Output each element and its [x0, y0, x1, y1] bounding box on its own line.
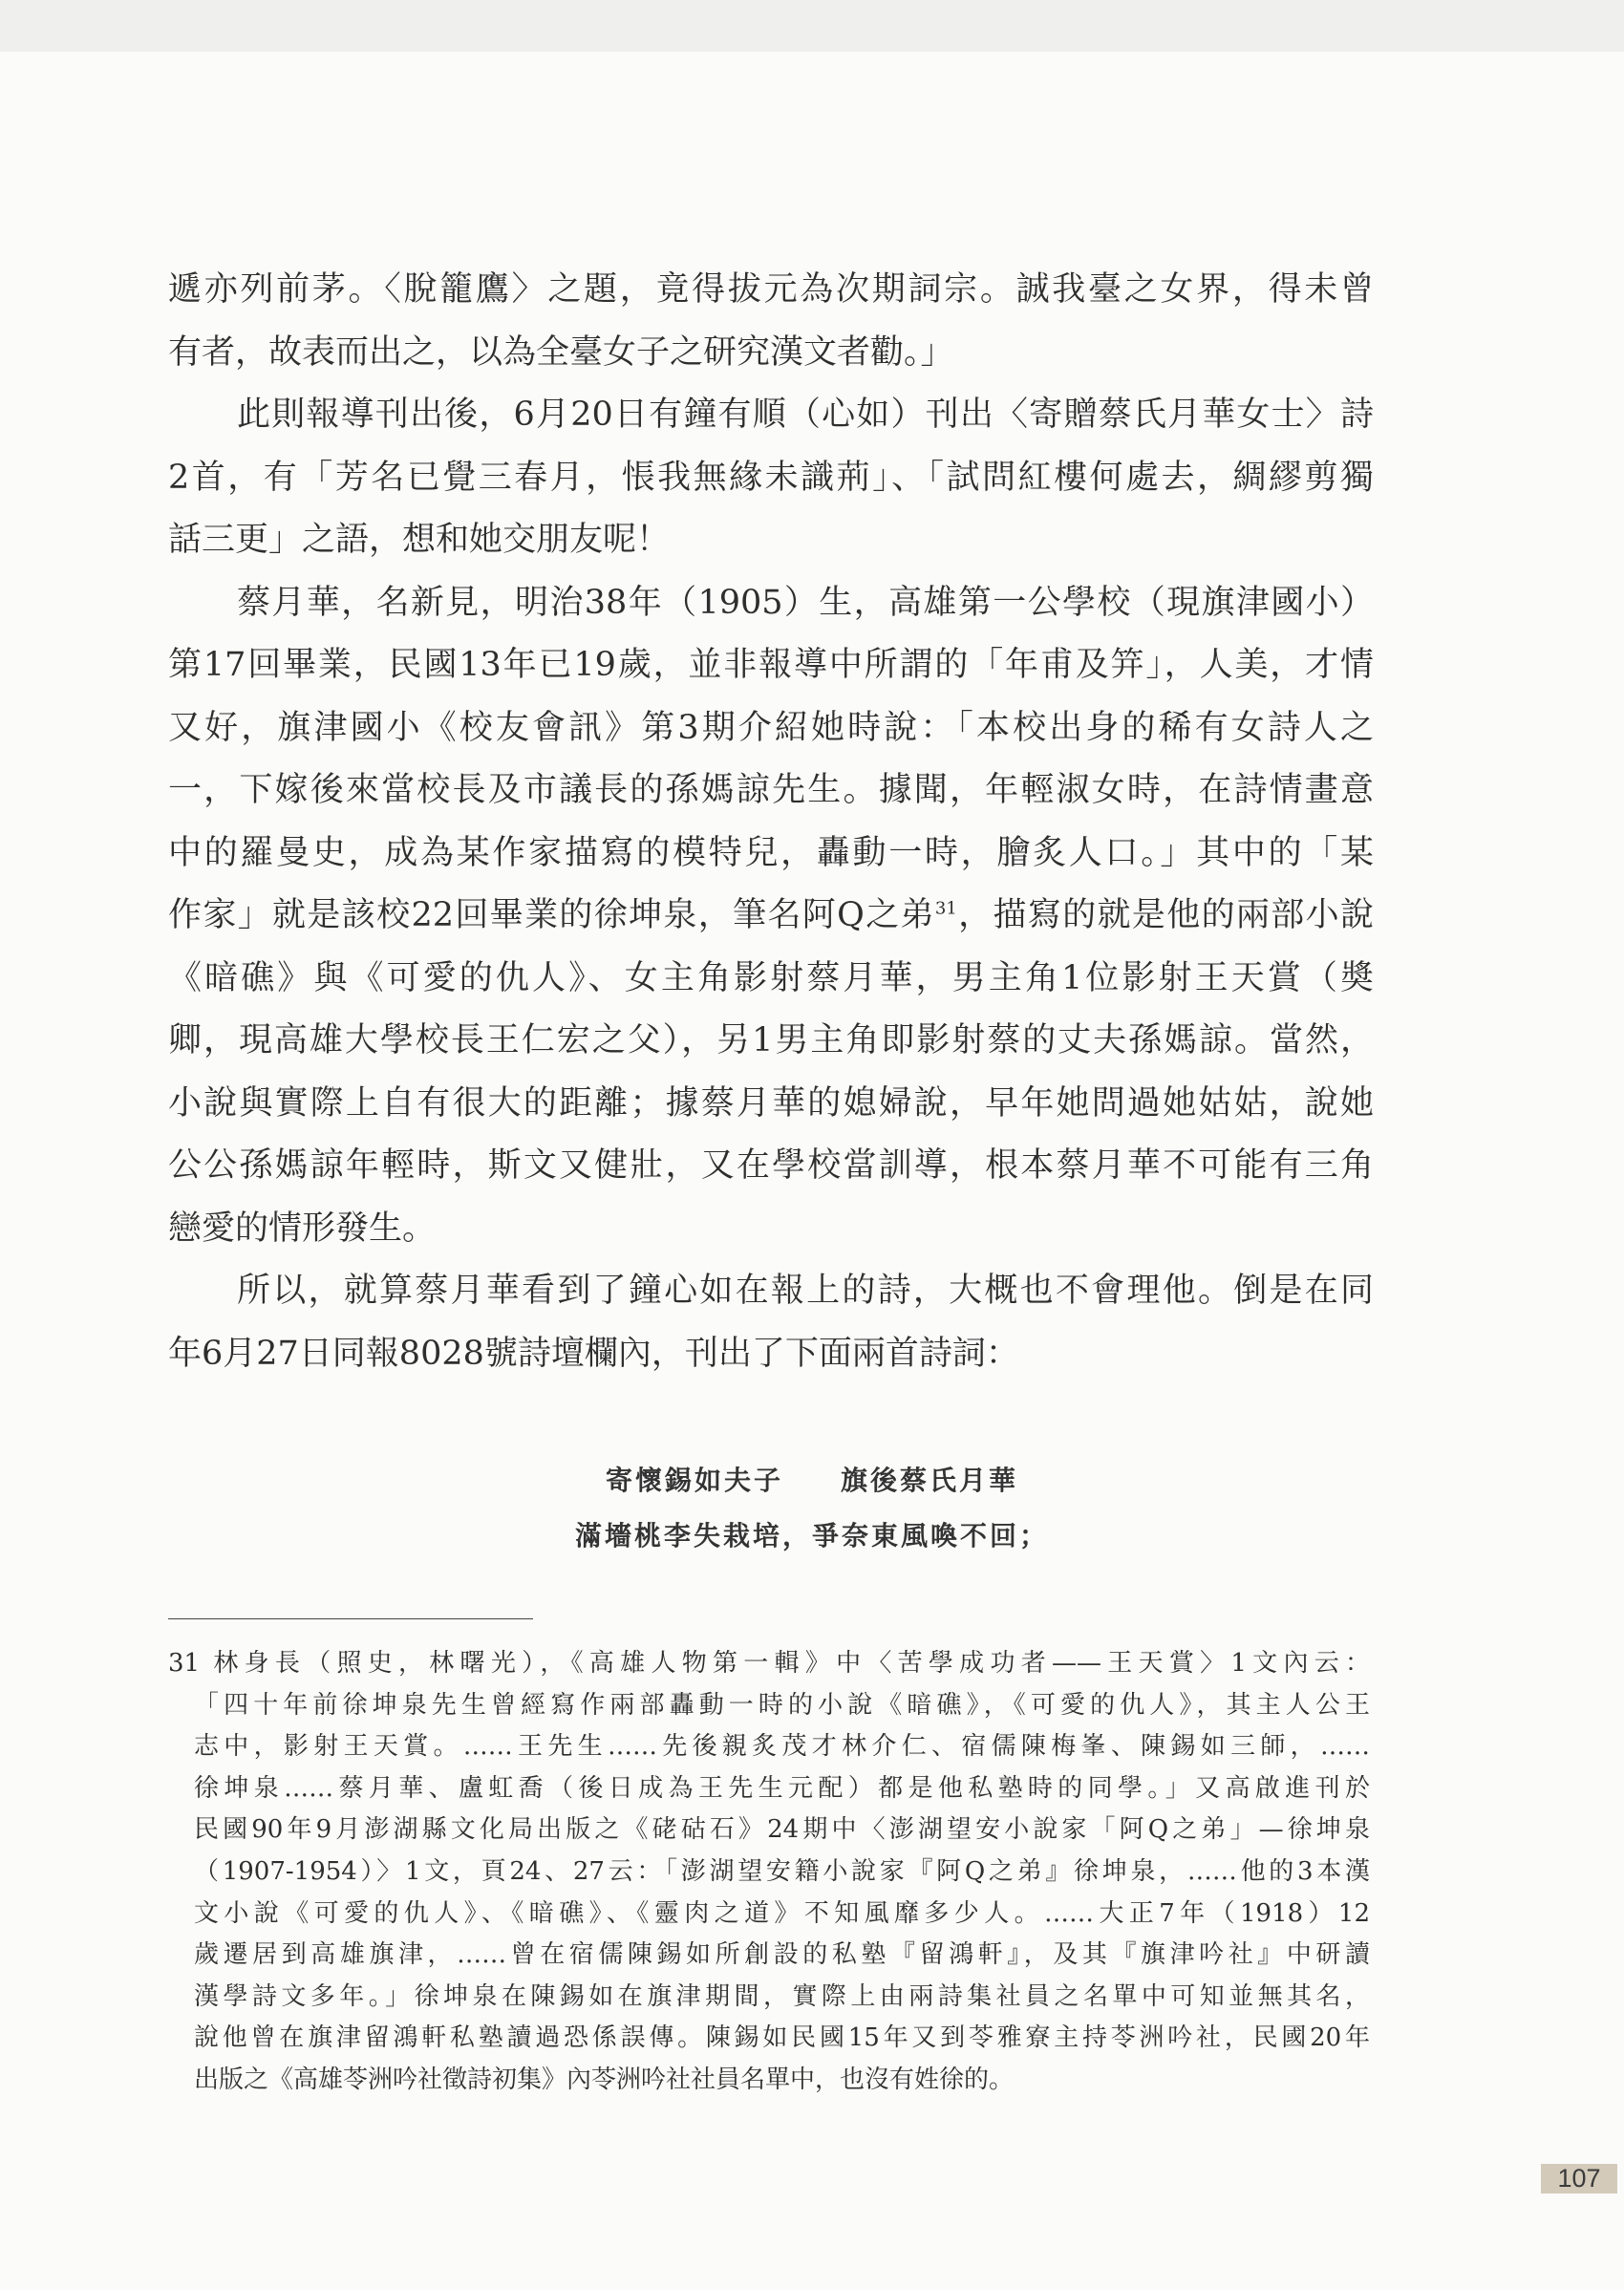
footnote-line [168, 1643, 1370, 1685]
body-line: 有者，故表而出之，以為全臺女子之研究漢文者勸。」 [168, 332, 954, 372]
body-line: 所以，就算蔡月華看到了鐘心如在報上的詩，大概也不會理他。倒是在同 [237, 1272, 1374, 1310]
body-text [168, 259, 1374, 1385]
poem-author: 旗後蔡氏月華 [841, 1465, 1019, 1496]
poem-heading [0, 1460, 1624, 1498]
footnote-line: 出版之《高雄苓洲吟社徵詩初集》內苓洲吟社社員名單中，也沒有姓徐的。 [194, 2065, 1015, 2094]
footnote-line: 民國90年9月澎湖縣文化局出版之《硓𥑮石》24期中〈澎湖望安小說家「阿Q之弟」—徐坤泉 [194, 1815, 1370, 1845]
footnote-line: 「四十年前徐坤泉先生曾經寫作兩部轟動一時的小說《暗礁》，《可愛的仇人》，其主人公王 [194, 1690, 1370, 1720]
body-line [168, 885, 1374, 948]
page-number: 107 [1541, 2164, 1617, 2194]
body-line: 中的羅曼史，成為某作家描寫的模特兒，轟動一時，膾炙人口。」其中的「某 [168, 833, 1374, 872]
body-line: 話三更」之語，想和她交朋友呢！ [168, 521, 671, 559]
body-line: 年6月27日同報8028號詩壇欄內，刊出了下面兩首詩詞： [168, 1334, 1019, 1373]
footnote-line: 志中，影射王天賞。……王先生……先後親炙茂才林介仁、宿儒陳梅峯、陳錫如三師，…… [194, 1732, 1370, 1762]
body-line: 遞亦列前茅。〈脫籠鷹〉之題，竟得拔元為次期詞宗。誠我臺之女界，得未曾 [168, 270, 1374, 309]
body-line: 此則報導刊出後，6月20日有鐘有順（心如）刊出〈寄贈蔡氏月華女士〉詩 [237, 396, 1374, 434]
footnote-ref[interactable]: 31 [934, 898, 957, 919]
body-line-part: 作家」就是該校22回畢業的徐坤泉，筆名阿Q之弟 [168, 896, 935, 934]
body-line: 《暗礁》與《可愛的仇人》、女主角影射蔡月華，男主角1位影射王天賞（奬 [168, 958, 1374, 997]
footnote-number: 31 [168, 1649, 201, 1678]
footnote-line: 徐坤泉……蔡月華、盧虹喬（後日成為王先生元配）都是他私塾時的同學。」又高啟進刊於 [194, 1773, 1370, 1803]
body-line: 蔡月華，名新見，明治38年（1905）生，高雄第一公學校（現旗津國小） [237, 583, 1374, 622]
scan-top-band [0, 0, 1624, 52]
body-line: 公公孫媽諒年輕時，斯文又健壯，又在學校當訓導，根本蔡月華不可能有三角 [168, 1146, 1374, 1185]
poem-title: 寄懷錫如夫子 [605, 1465, 783, 1496]
body-line: 第17回畢業，民國13年已19歲，並非報導中所謂的「年甫及笄」，人美，才情 [168, 646, 1374, 684]
footnote [168, 1643, 1370, 2102]
body-line-part: ，描寫的就是他的兩部小說 [956, 896, 1374, 934]
poem-line: 滿墻桃李失栽培，爭奈東風喚不回； [574, 1520, 1049, 1552]
footnote-line: 文小說《可愛的仇人》、《暗礁》、《靈肉之道》不知風靡多少人。……大正7年（1918）12 [194, 1898, 1370, 1928]
footnote-line: 說他曾在旗津留鴻軒私塾讀過恐係誤傳。陳錫如民國15年又到苓雅寮主持苓洲吟社，民國20年 [194, 2023, 1370, 2053]
footnote-divider [168, 1618, 533, 1619]
footnote-line: 歲遷居到高雄旗津，……曾在宿儒陳錫如所創設的私塾『留鴻軒』，及其『旗津吟社』中研讀 [194, 1940, 1370, 1970]
body-line: 卿，現高雄大學校長王仁宏之父），另1男主角即影射蔡的丈夫孫媽諒。當然， [168, 1021, 1374, 1059]
body-line: 又好，旗津國小《校友會訊》第3期介紹她時說：「本校出身的稀有女詩人之 [168, 708, 1374, 747]
body-line: 一，下嫁後來當校長及市議長的孫媽諒先生。據聞，年輕淑女時，在詩情畫意 [168, 771, 1374, 809]
body-line: 2首，有「芳名已覺三春月，悵我無緣未識荊」、「試問紅樓何處去，綢繆剪獨 [168, 458, 1374, 497]
footnote-line: （1907-1954）〉1文，頁24、27云：「澎湖望安籍小說家『阿Q之弟』徐坤泉，……他的3本漢 [194, 1856, 1370, 1886]
body-line: 小說與實際上自有很大的距離；據蔡月華的媳婦說，早年她問過她姑姑，說她 [168, 1083, 1374, 1123]
body-line: 戀愛的情形發生。 [168, 1209, 437, 1248]
footnote-line-text: 林身長（照史，林曙光），《高雄人物第一輯》中〈苦學成功者——王天賞〉1文內云： [207, 1649, 1370, 1678]
footnote-line: 漢學詩文多年。」徐坤泉在陳錫如在旗津期間，實際上由兩詩集社員之名單中可知並無其名， [194, 1981, 1370, 2011]
